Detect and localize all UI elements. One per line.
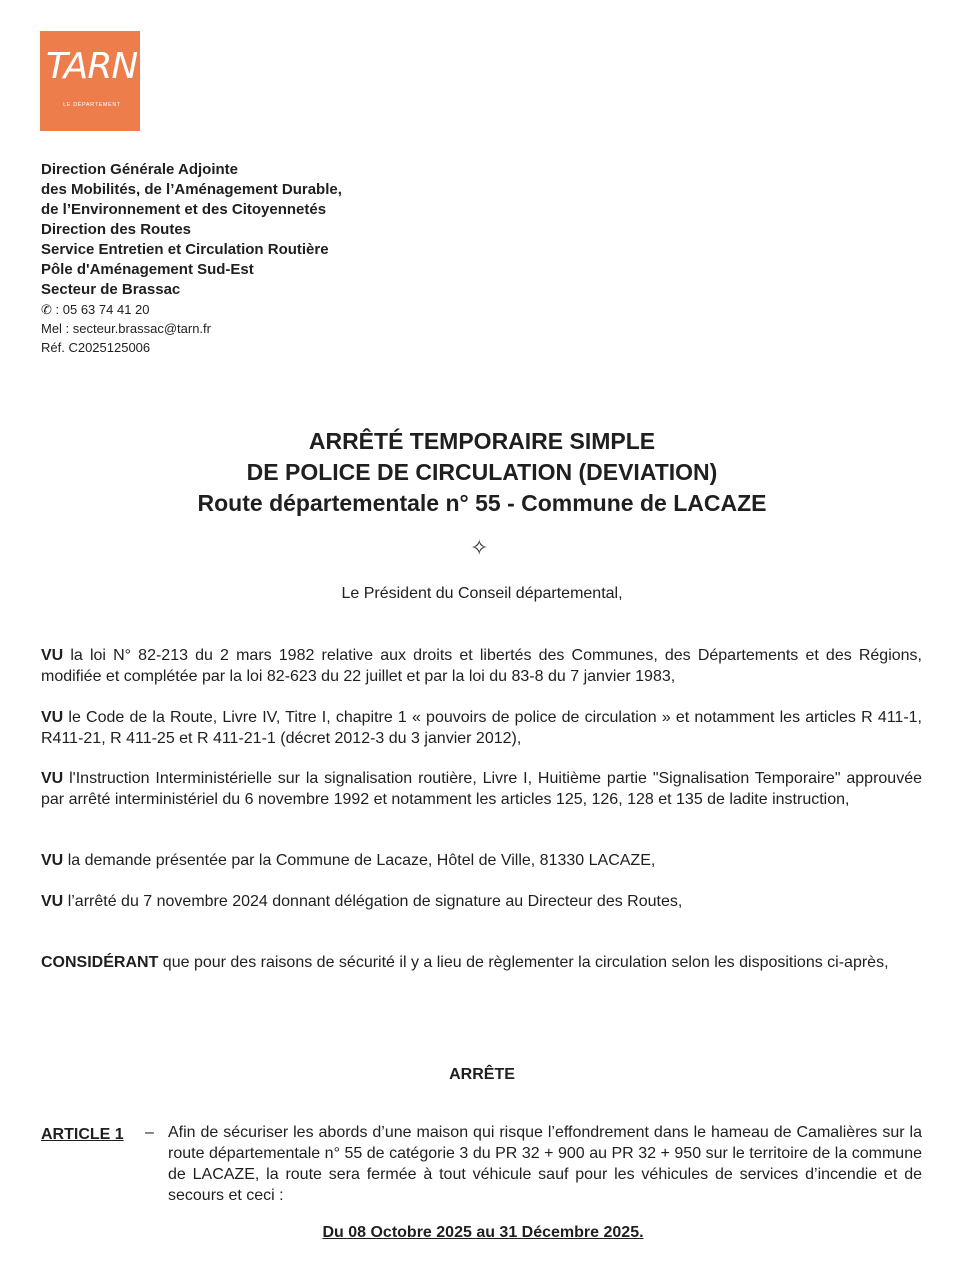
header-line: Direction des Routes xyxy=(41,221,192,238)
tarn-logo xyxy=(40,31,140,131)
considerant-text: que pour des raisons de sécurité il y a lieu de règlementer la circulation selon les dispositions ci-après, xyxy=(162,954,889,971)
vu-keyword: VU xyxy=(41,893,64,910)
mail-line: Mel : secteur.brassac@tarn.fr xyxy=(41,321,211,336)
vu-paragraph xyxy=(41,768,922,810)
vu-keyword: VU xyxy=(41,647,64,664)
logo-word: TARN xyxy=(46,46,138,87)
header-line: des Mobilités, de l’Aménagement Durable, xyxy=(41,181,342,198)
phone-line xyxy=(41,300,342,319)
phone-icon: ✆ xyxy=(41,302,52,317)
vu-keyword: VU xyxy=(41,852,64,869)
header-line: Secteur de Brassac xyxy=(41,281,181,298)
article-1-text: Afin de sécuriser les abords d’une maison qui risque l’effondrement dans le hameau de Camalières sur la route départementale n° 55 de catégorie 3 du PR 32 + 900 au PR 32 + 950 sur le territoire de la commune de LACAZE, la route sera fermée à tout véhicule sauf pour les véhicules de services d’incendie et de secours et ceci : xyxy=(168,1124,922,1204)
title-line-1: ARRÊTÉ TEMPORAIRE SIMPLE xyxy=(308,428,656,454)
reference: Réf. C2025125006 xyxy=(41,340,151,355)
arrete-heading: ARRÊTE xyxy=(449,1066,515,1083)
logo-subtitle: LE DÉPARTEMENT xyxy=(63,102,121,108)
vu-text: l'Instruction Interministérielle sur la signalisation routière, Livre I, Huitième partie "Signalisation Temporaire" approuvée par arrêté interministériel du 6 novembre 1992 et notamment les articles 125, 126, 128 et 135 de ladite instruction, xyxy=(41,770,922,808)
vu-paragraph xyxy=(41,850,922,871)
header-line: Service Entretien et Circulation Routière xyxy=(41,241,329,258)
vu-paragraph xyxy=(41,891,922,912)
vu-keyword: VU xyxy=(41,770,64,787)
vu-keyword: VU xyxy=(41,709,64,726)
article-1-label: ARTICLE 1 xyxy=(41,1126,124,1143)
vu-paragraph xyxy=(41,707,922,749)
sender-block xyxy=(41,160,342,357)
vu-text: la demande présentée par la Commune de Lacaze, Hôtel de Ville, 81330 LACAZE, xyxy=(67,852,656,869)
president-line: Le Président du Conseil départemental, xyxy=(341,585,623,602)
phone-number: : 05 63 74 41 20 xyxy=(55,302,150,317)
article-1-dash: – xyxy=(145,1124,154,1141)
header-line: Direction Générale Adjointe xyxy=(41,161,238,178)
vu-text: le Code de la Route, Livre IV, Titre I, chapitre 1 « pouvoirs de police de circulation » et notamment les articles R 411-1, R411-21, R 411-25 et R 411-21-1 (décret 2012-3 du 3 janvier 2012), xyxy=(41,709,922,747)
vu-text: la loi N° 82-213 du 2 mars 1982 relative aux droits et libertés des Communes, des Départements et des Régions, modifiée et complétée par la loi 82-623 du 22 juillet et par la loi du 83-8 du 7 janvier 1983, xyxy=(41,647,922,685)
header-line: Pôle d'Aménagement Sud-Est xyxy=(41,261,254,278)
document-title xyxy=(0,426,958,519)
vu-text: l’arrêté du 7 novembre 2024 donnant délégation de signature au Directeur des Routes, xyxy=(67,893,683,910)
title-line-2: DE POLICE DE CIRCULATION (DEVIATION) xyxy=(246,459,718,485)
closure-dates: Du 08 Octobre 2025 au 31 Décembre 2025. xyxy=(322,1224,644,1241)
considerant-paragraph xyxy=(41,952,922,973)
star-ornament-icon: ✧ xyxy=(470,535,489,560)
considerant-keyword: CONSIDÉRANT xyxy=(41,954,159,971)
header-line: de l’Environnement et des Citoyennetés xyxy=(41,201,327,218)
title-line-3: Route départementale n° 55 - Commune de LACAZE xyxy=(197,490,767,516)
vu-paragraph xyxy=(41,645,922,687)
